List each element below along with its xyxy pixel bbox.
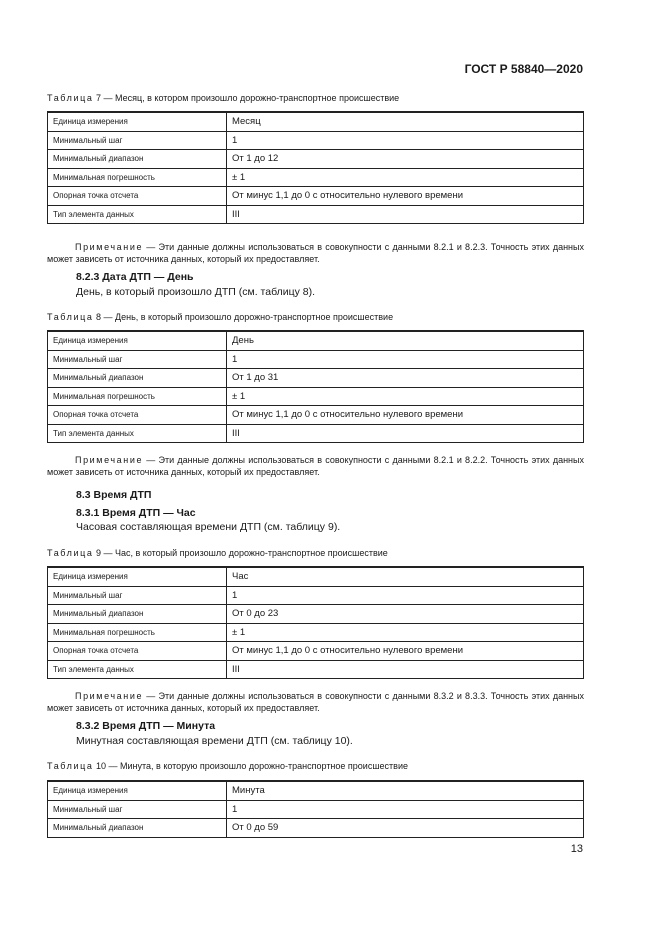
section-8-3-1-heading: 8.3.1 Время ДТП — Час xyxy=(76,507,196,519)
section-8-2-3-text: День, в который произошло ДТП (см. таблицу 8). xyxy=(76,286,316,298)
table-cell-key: Минимальный диапазон xyxy=(48,605,227,624)
table-9-caption xyxy=(47,548,388,558)
table-row xyxy=(48,331,584,350)
table-cell-key: Минимальный диапазон xyxy=(48,369,227,388)
table-cell-value: От минус 1,1 до 0 с относительно нулевого времени xyxy=(227,642,584,661)
table-row xyxy=(48,168,584,187)
table-10-caption-word: Таблица xyxy=(47,761,94,771)
section-8-3-heading: 8.3 Время ДТП xyxy=(76,489,152,501)
table-cell-value: От минус 1,1 до 0 с относительно нулевого времени xyxy=(227,406,584,425)
table-row xyxy=(48,586,584,605)
table-7 xyxy=(47,111,584,224)
section-8-3-2-heading: 8.3.2 Время ДТП — Минута xyxy=(76,720,216,732)
table-8 xyxy=(47,330,584,443)
table-row xyxy=(48,424,584,443)
note-1-text: — Эти данные должны использоваться в совокупности с данными 8.2.1 и 8.2.3. Точность этих данных может зависеть от источника данных, который их предоставляет. xyxy=(47,242,584,264)
table-cell-value: ± 1 xyxy=(227,168,584,187)
note-3 xyxy=(47,690,584,714)
table-row xyxy=(48,131,584,150)
table-cell-value: III xyxy=(227,205,584,224)
table-cell-value: Месяц xyxy=(227,112,584,131)
table-cell-key: Минимальный шаг xyxy=(48,131,227,150)
table-row xyxy=(48,150,584,169)
table-cell-key: Единица измерения xyxy=(48,112,227,131)
note-1 xyxy=(47,241,584,265)
table-cell-value: ± 1 xyxy=(227,387,584,406)
table-cell-value: Минута xyxy=(227,781,584,800)
table-row xyxy=(48,660,584,679)
table-cell-key: Минимальный диапазон xyxy=(48,150,227,169)
table-cell-value: От 1 до 31 xyxy=(227,369,584,388)
table-cell-value: День xyxy=(227,331,584,350)
table-row xyxy=(48,406,584,425)
note-2 xyxy=(47,454,584,478)
table-8-caption-word: Таблица xyxy=(47,312,94,322)
table-cell-value: 1 xyxy=(227,350,584,369)
note-2-text: — Эти данные должны использоваться в совокупности с данными 8.2.1 и 8.2.2. Точность этих данных может зависеть от источника данных, который их предоставляет. xyxy=(47,455,584,477)
table-row xyxy=(48,800,584,819)
note-2-label: Примечание xyxy=(75,455,144,465)
table-10 xyxy=(47,780,584,838)
table-9 xyxy=(47,566,584,679)
table-row xyxy=(48,350,584,369)
table-cell-key: Единица измерения xyxy=(48,567,227,586)
table-10-caption-text: 10 — Минута, в которую произошло дорожно-транспортное происшествие xyxy=(93,761,408,771)
table-row xyxy=(48,187,584,206)
table-cell-value: III xyxy=(227,660,584,679)
table-row xyxy=(48,819,584,838)
table-9-caption-text: 9 — Час, в который произошло дорожно-транспортное происшествие xyxy=(93,548,388,558)
table-8-caption xyxy=(47,312,393,322)
note-3-text: — Эти данные должны использоваться в совокупности с данными 8.3.2 и 8.3.3. Точность этих данных может зависеть от источника данных, который их предоставляет. xyxy=(47,691,584,713)
table-cell-key: Минимальная погрешность xyxy=(48,168,227,187)
table-7-caption xyxy=(47,93,399,103)
table-cell-key: Минимальный диапазон xyxy=(48,819,227,838)
table-cell-key: Опорная точка отсчета xyxy=(48,406,227,425)
table-row xyxy=(48,781,584,800)
table-cell-value: ± 1 xyxy=(227,623,584,642)
table-cell-value: Час xyxy=(227,567,584,586)
section-8-3-2-text: Минутная составляющая времени ДТП (см. таблицу 10). xyxy=(76,735,353,747)
table-cell-value: 1 xyxy=(227,586,584,605)
table-row xyxy=(48,387,584,406)
note-1-label: Примечание xyxy=(75,242,144,252)
table-cell-key: Единица измерения xyxy=(48,331,227,350)
table-7-caption-word: Таблица xyxy=(47,93,94,103)
table-cell-value: 1 xyxy=(227,131,584,150)
table-cell-key: Тип элемента данных xyxy=(48,205,227,224)
table-row xyxy=(48,642,584,661)
table-row xyxy=(48,623,584,642)
table-cell-value: От минус 1,1 до 0 с относительно нулевого времени xyxy=(227,187,584,206)
document-code: ГОСТ Р 58840—2020 xyxy=(464,62,583,76)
table-cell-value: От 1 до 12 xyxy=(227,150,584,169)
table-cell-key: Минимальный шаг xyxy=(48,800,227,819)
table-cell-value: III xyxy=(227,424,584,443)
table-cell-key: Опорная точка отсчета xyxy=(48,187,227,206)
table-row xyxy=(48,567,584,586)
table-cell-value: От 0 до 23 xyxy=(227,605,584,624)
table-cell-key: Тип элемента данных xyxy=(48,424,227,443)
table-cell-value: От 0 до 59 xyxy=(227,819,584,838)
table-cell-value: 1 xyxy=(227,800,584,819)
table-cell-key: Минимальная погрешность xyxy=(48,623,227,642)
table-8-caption-text: 8 — День, в который произошло дорожно-транспортное происшествие xyxy=(93,312,394,322)
table-cell-key: Минимальная погрешность xyxy=(48,387,227,406)
table-cell-key: Минимальный шаг xyxy=(48,586,227,605)
table-cell-key: Опорная точка отсчета xyxy=(48,642,227,661)
table-cell-key: Тип элемента данных xyxy=(48,660,227,679)
table-row xyxy=(48,605,584,624)
section-8-2-3-heading: 8.2.3 Дата ДТП — День xyxy=(76,271,194,283)
table-7-caption-text: 7 — Месяц, в котором произошло дорожно-транспортное происшествие xyxy=(93,93,400,103)
table-cell-key: Минимальный шаг xyxy=(48,350,227,369)
page-number: 13 xyxy=(570,843,583,855)
table-9-caption-word: Таблица xyxy=(47,548,94,558)
table-row xyxy=(48,369,584,388)
table-cell-key: Единица измерения xyxy=(48,781,227,800)
table-row xyxy=(48,112,584,131)
note-3-label: Примечание xyxy=(75,691,144,701)
table-10-caption xyxy=(47,761,408,771)
section-8-3-1-text: Часовая составляющая времени ДТП (см. таблицу 9). xyxy=(76,521,341,533)
table-row xyxy=(48,205,584,224)
